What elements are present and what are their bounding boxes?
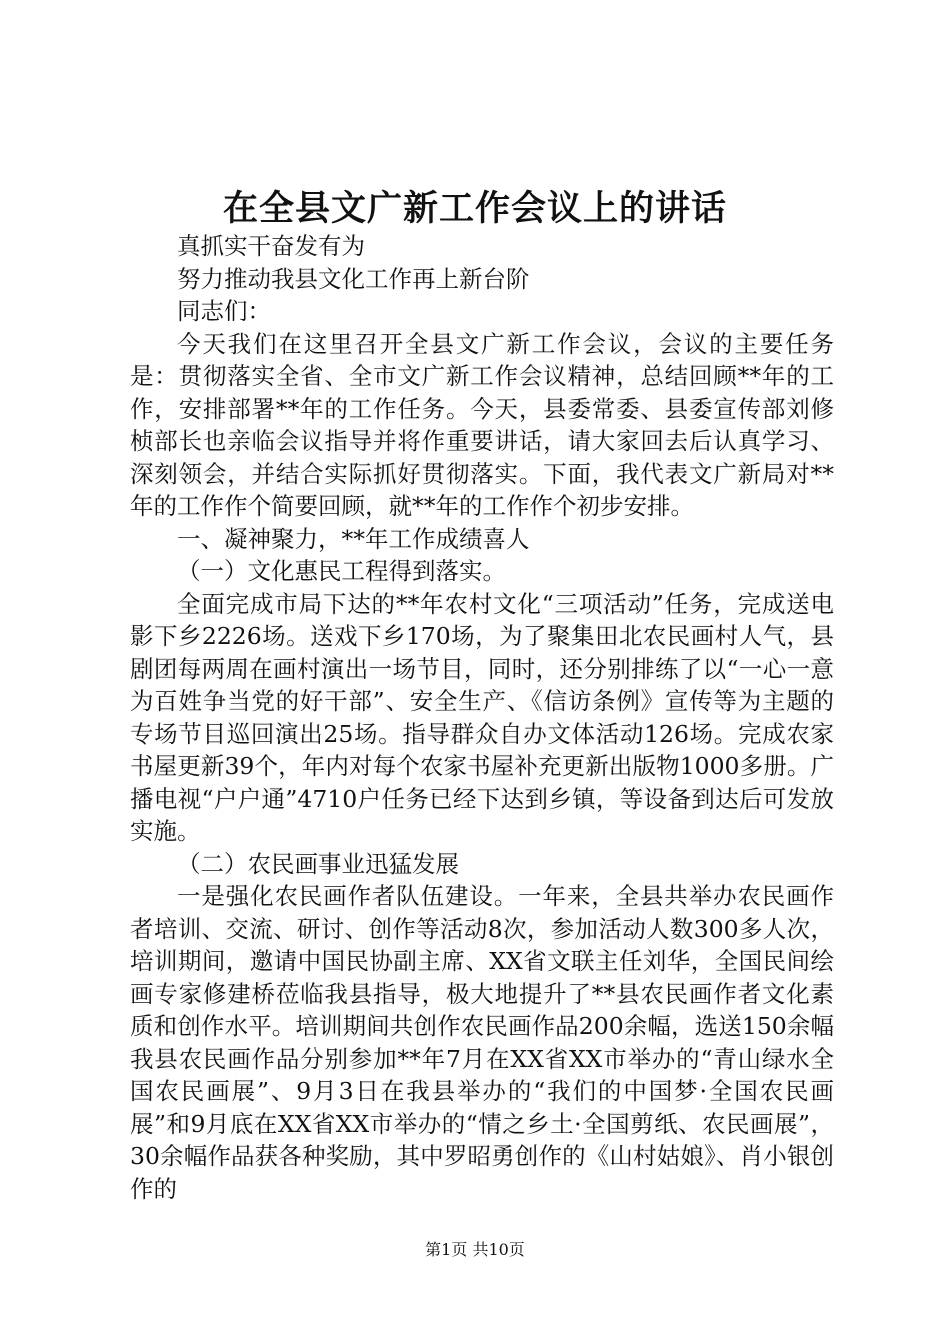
section-heading-1: 一、凝神聚力，**年工作成绩喜人 <box>177 524 530 553</box>
paragraph-peasant-painting: 一是强化农民画作者队伍建设。一年来，全县共举办农民画作者培训、交流、研讨、创作等活动8次，参加活动人数300多人次，培训期间，邀请中国民协副主席、XX省文联主任刘华，全国民间绘画专家修建桥莅临我县指导，极大地提升了**县农民画作者文化素质和创作水平。培训期间共创作农民画作品200余幅，选送150余幅我县农民画作品分别参加**年7月在XX省XX市举办的“青山绿水全国农民画展”、9月3日在我县举办的“我们的中国梦·全国农民画展”和9月底在XX省XX市举办的“情之乡土·全国剪纸、农民画展”，30余幅作品获各种奖励，其中罗昭勇创作的《山村姑娘》、肖小银创作的 <box>130 882 834 1203</box>
subtitle-line-2: 努力推动我县文化工作再上新台阶 <box>177 264 530 293</box>
subsection-heading-2: （二）农民画事业迅猛发展 <box>177 849 459 878</box>
document-body <box>130 230 834 1205</box>
salutation: 同志们： <box>177 297 271 325</box>
paragraph-culture-projects: 全面完成市局下达的**年农村文化“三项活动”任务，完成送电影下乡2226场。送戏下乡170场，为了聚集田北农民画村人气，县剧团每两周在画村演出一场节目，同时，还分别排练了以“一心一意为百姓争当党的好干部”、安全生产、《信访条例》宣传等为主题的专场节目巡回演出25场。指导群众自办文体活动126场。完成农家书屋更新39个，年内对每个农家书屋补充更新出版物1000多册。广播电视“户户通”4710户任务已经下达到乡镇，等设备到达后可发放实施。 <box>130 589 834 845</box>
page-footer: 第1页 共10页 <box>425 1240 525 1259</box>
subsection-heading-1: （一）文化惠民工程得到落实。 <box>177 557 506 585</box>
document-title: 在全县文广新工作会议上的讲话 <box>222 188 727 229</box>
subtitle-line-1: 真抓实干奋发有为 <box>177 232 365 260</box>
paragraph-intro: 今天我们在这里召开全县文广新工作会议，会议的主要任务是：贯彻落实全省、全市文广新工作会议精神，总结回顾**年的工作，安排部署**年的工作任务。今天，县委常委、县委宣传部刘修桢部长也亲临会议指导并将作重要讲话，请大家回去后认真学习、深刻领会，并结合实际抓好贯彻落实。下面，我代表文广新局对**年的工作作个简要回顾，就**年的工作作个初步安排。 <box>130 329 834 520</box>
